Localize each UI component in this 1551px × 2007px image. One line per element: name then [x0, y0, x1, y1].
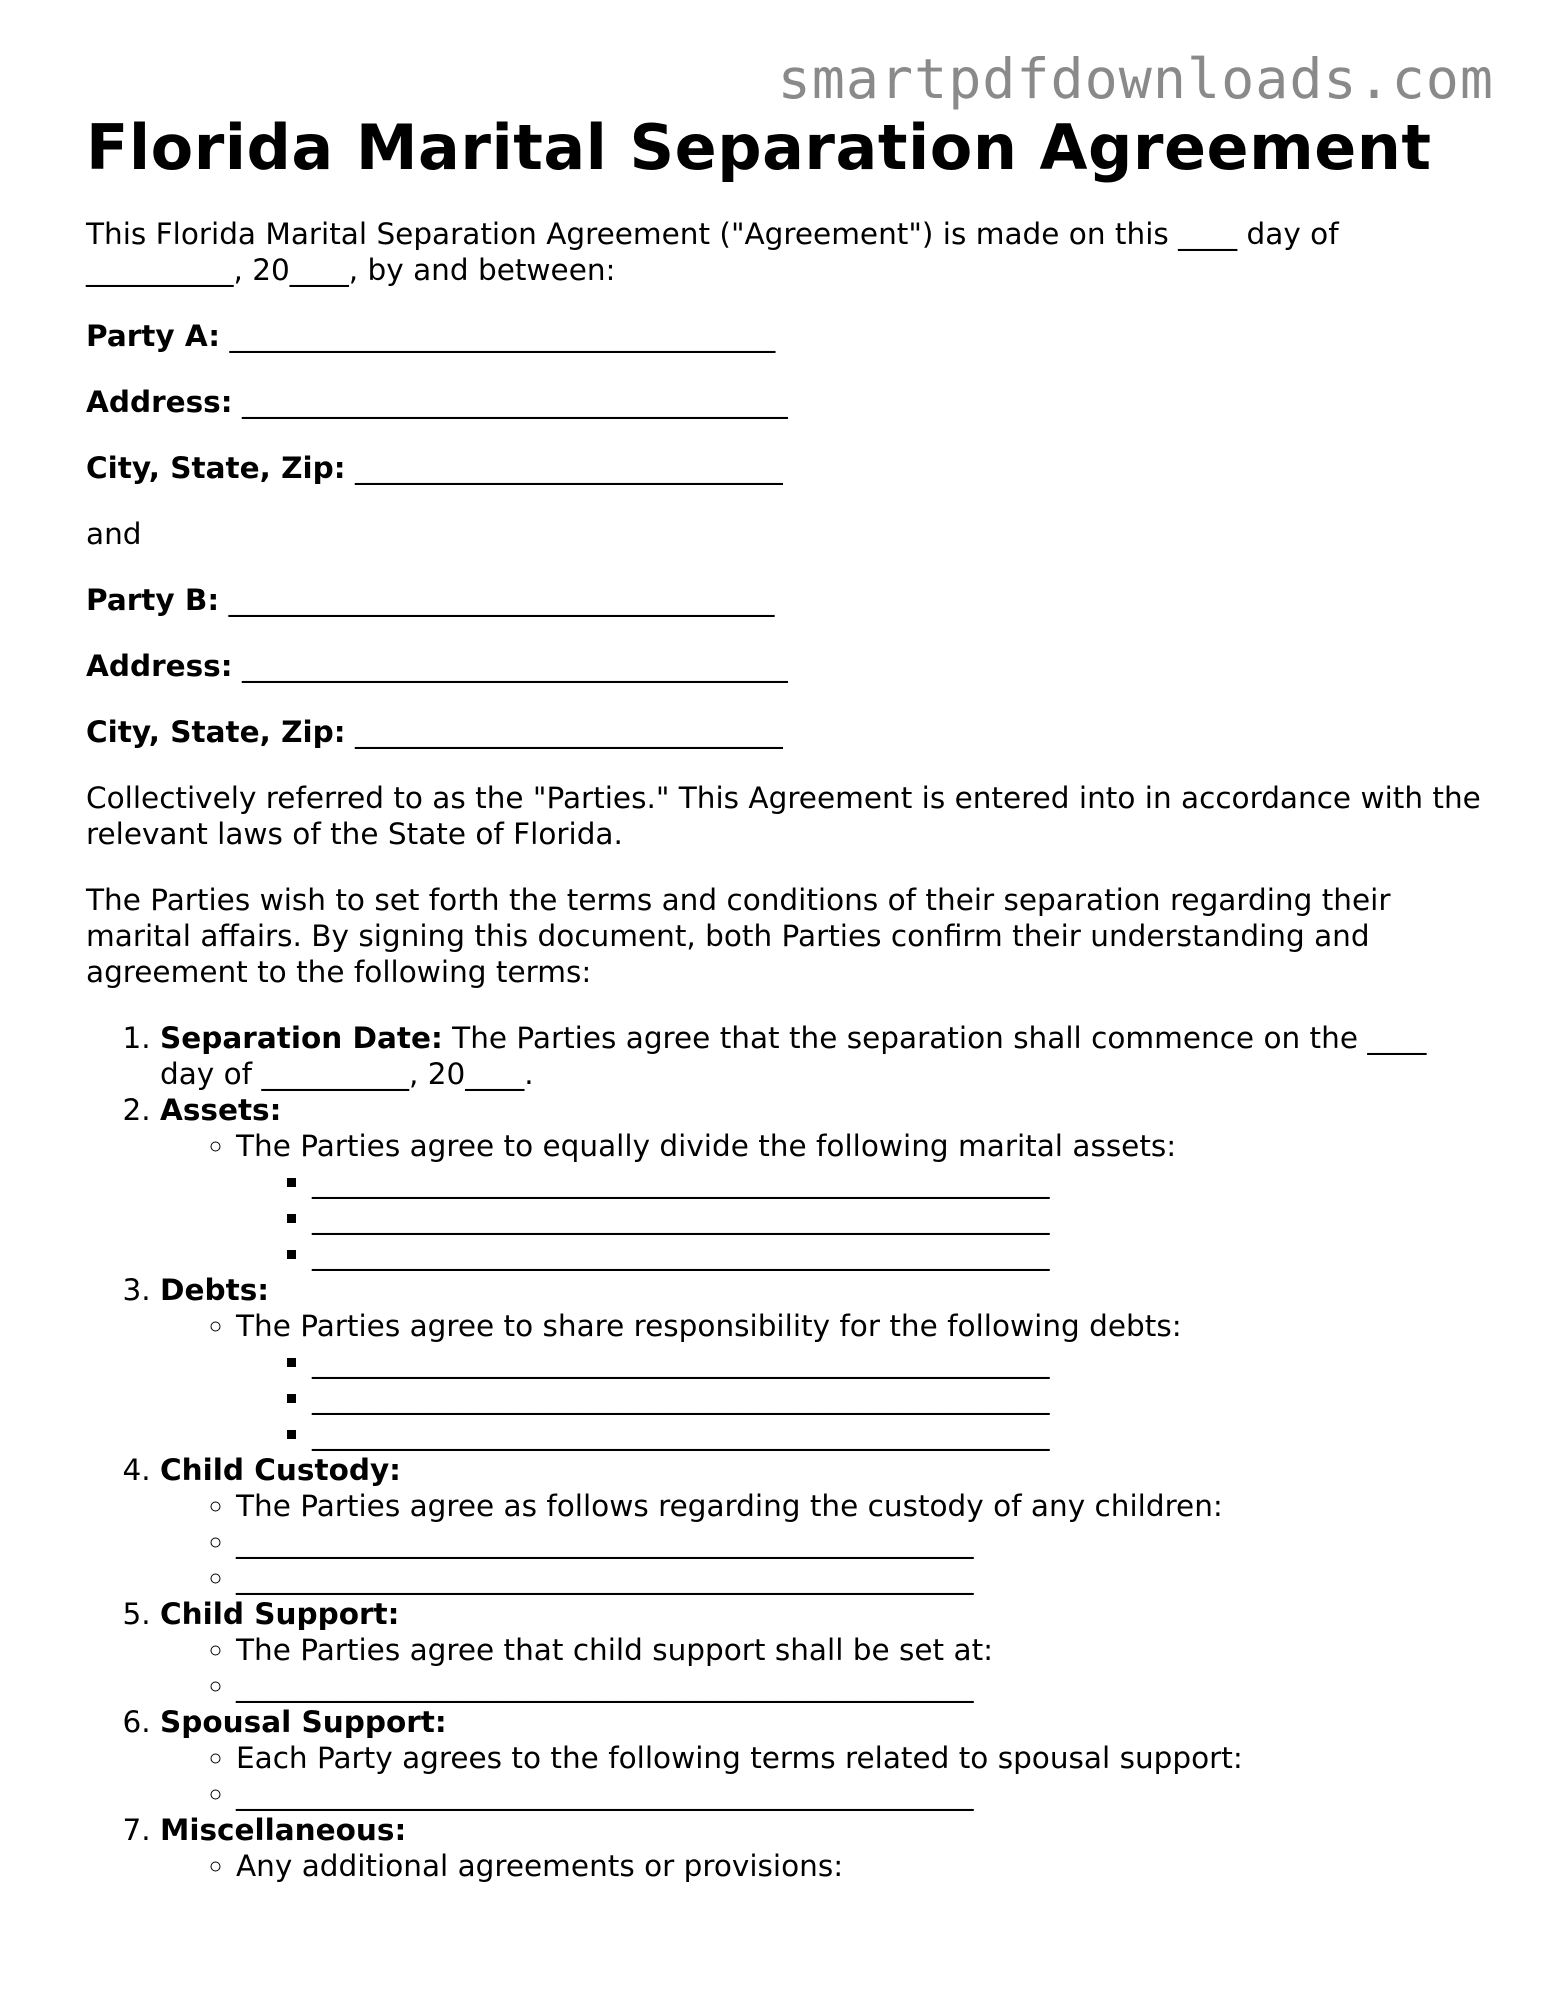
party-a-city-blank: _____________________________	[354, 451, 783, 485]
party-b-name-label: Party B:	[86, 583, 220, 617]
term-separation-date	[160, 1020, 1486, 1092]
document-page	[86, 110, 1486, 1884]
child-support-heading: Child Support:	[160, 1597, 400, 1631]
miscellaneous-heading: Miscellaneous:	[160, 1813, 407, 1847]
child-support-blank-line: ◦ __________________________________________________	[236, 1668, 1486, 1704]
assets-statement-text: The Parties agree to equally divide the following marital assets:	[236, 1129, 1177, 1163]
child-custody-blank-line: ◦ __________________________________________________	[236, 1560, 1486, 1596]
debts-heading: Debts:	[160, 1273, 270, 1307]
child-custody-heading: Child Custody:	[160, 1453, 401, 1487]
intro-paragraph	[86, 216, 1486, 288]
party-a-city-field	[86, 450, 1486, 486]
party-b-name-blank: _____________________________________	[228, 583, 775, 617]
party-b-address-field	[86, 648, 1486, 684]
term-spousal-support	[160, 1704, 1486, 1812]
conjunction-text: and	[86, 517, 142, 551]
separation-date-text: The Parties agree that the separation shall commence on the ____ day of __________, 20____.	[160, 1021, 1427, 1091]
party-a-name-label: Party A:	[86, 319, 221, 353]
assets-blank-list	[236, 1164, 1486, 1272]
debts-sublist	[160, 1308, 1486, 1452]
terms-list	[86, 1020, 1486, 1884]
intro-line-1: This Florida Marital Separation Agreement ("Agreement") is made on this ____ day of	[86, 217, 1339, 251]
term-child-custody	[160, 1452, 1486, 1596]
assets-blank-line: ▪ __________________________________________________	[312, 1236, 1486, 1272]
debts-blank-line: ▪ __________________________________________________	[312, 1380, 1486, 1416]
child-support-statement: ◦ The Parties agree that child support shall be set at:	[236, 1632, 1486, 1668]
child-custody-statement: ◦ The Parties agree as follows regarding the custody of any children:	[236, 1488, 1486, 1524]
spousal-support-statement: ◦ Each Party agrees to the following terms related to spousal support:	[236, 1740, 1486, 1776]
intro-line-2: __________, 20____, by and between:	[86, 253, 616, 287]
party-a-name-blank: _____________________________________	[229, 319, 776, 353]
spousal-support-sublist	[160, 1740, 1486, 1812]
debts-statement-text: The Parties agree to share responsibility for the following debts:	[236, 1309, 1182, 1343]
assets-sublist	[160, 1128, 1486, 1272]
party-a-city-label: City, State, Zip:	[86, 451, 346, 485]
debts-statement	[236, 1308, 1486, 1452]
term-debts	[160, 1272, 1486, 1452]
purpose-paragraph: The Parties wish to set forth the terms and conditions of their separation regarding their marital affairs. By signing this document, both Parties confirm their understanding and agreement to the following terms:	[86, 883, 1391, 989]
debts-blank-line: ▪ __________________________________________________	[312, 1416, 1486, 1452]
party-a-address-blank: _____________________________________	[241, 385, 788, 419]
miscellaneous-sublist	[160, 1848, 1486, 1884]
assets-blank-line: ▪ __________________________________________________	[312, 1200, 1486, 1236]
spousal-support-heading: Spousal Support:	[160, 1705, 447, 1739]
party-b-city-field	[86, 714, 1486, 750]
debts-blank-list	[236, 1344, 1486, 1452]
child-support-sublist	[160, 1632, 1486, 1704]
child-custody-blank-line: ◦ __________________________________________________	[236, 1524, 1486, 1560]
party-a-name-field	[86, 318, 1486, 354]
term-miscellaneous	[160, 1812, 1486, 1884]
miscellaneous-statement: ◦ Any additional agreements or provisions:	[236, 1848, 1486, 1884]
watermark: smartpdfdownloads.com	[777, 47, 1494, 111]
document-title: Florida Marital Separation Agreement	[86, 111, 1432, 184]
debts-blank-line: ▪ __________________________________________________	[312, 1344, 1486, 1380]
term-child-support	[160, 1596, 1486, 1704]
party-b-name-field	[86, 582, 1486, 618]
party-a-address-field	[86, 384, 1486, 420]
child-custody-sublist	[160, 1488, 1486, 1596]
party-b-city-label: City, State, Zip:	[86, 715, 346, 749]
term-assets	[160, 1092, 1486, 1272]
party-b-address-blank: _____________________________________	[241, 649, 788, 683]
party-b-city-blank: _____________________________	[354, 715, 783, 749]
assets-statement	[236, 1128, 1486, 1272]
party-a-address-label: Address:	[86, 385, 233, 419]
assets-heading: Assets:	[160, 1093, 282, 1127]
collective-paragraph: Collectively referred to as the "Parties." This Agreement is entered into in accordance with the relevant laws of the State of Florida.	[86, 781, 1481, 851]
party-b-address-label: Address:	[86, 649, 233, 683]
spousal-support-blank-line: ◦ __________________________________________________	[236, 1776, 1486, 1812]
separation-date-heading: Separation Date:	[160, 1021, 443, 1055]
assets-blank-line: ▪ __________________________________________________	[312, 1164, 1486, 1200]
